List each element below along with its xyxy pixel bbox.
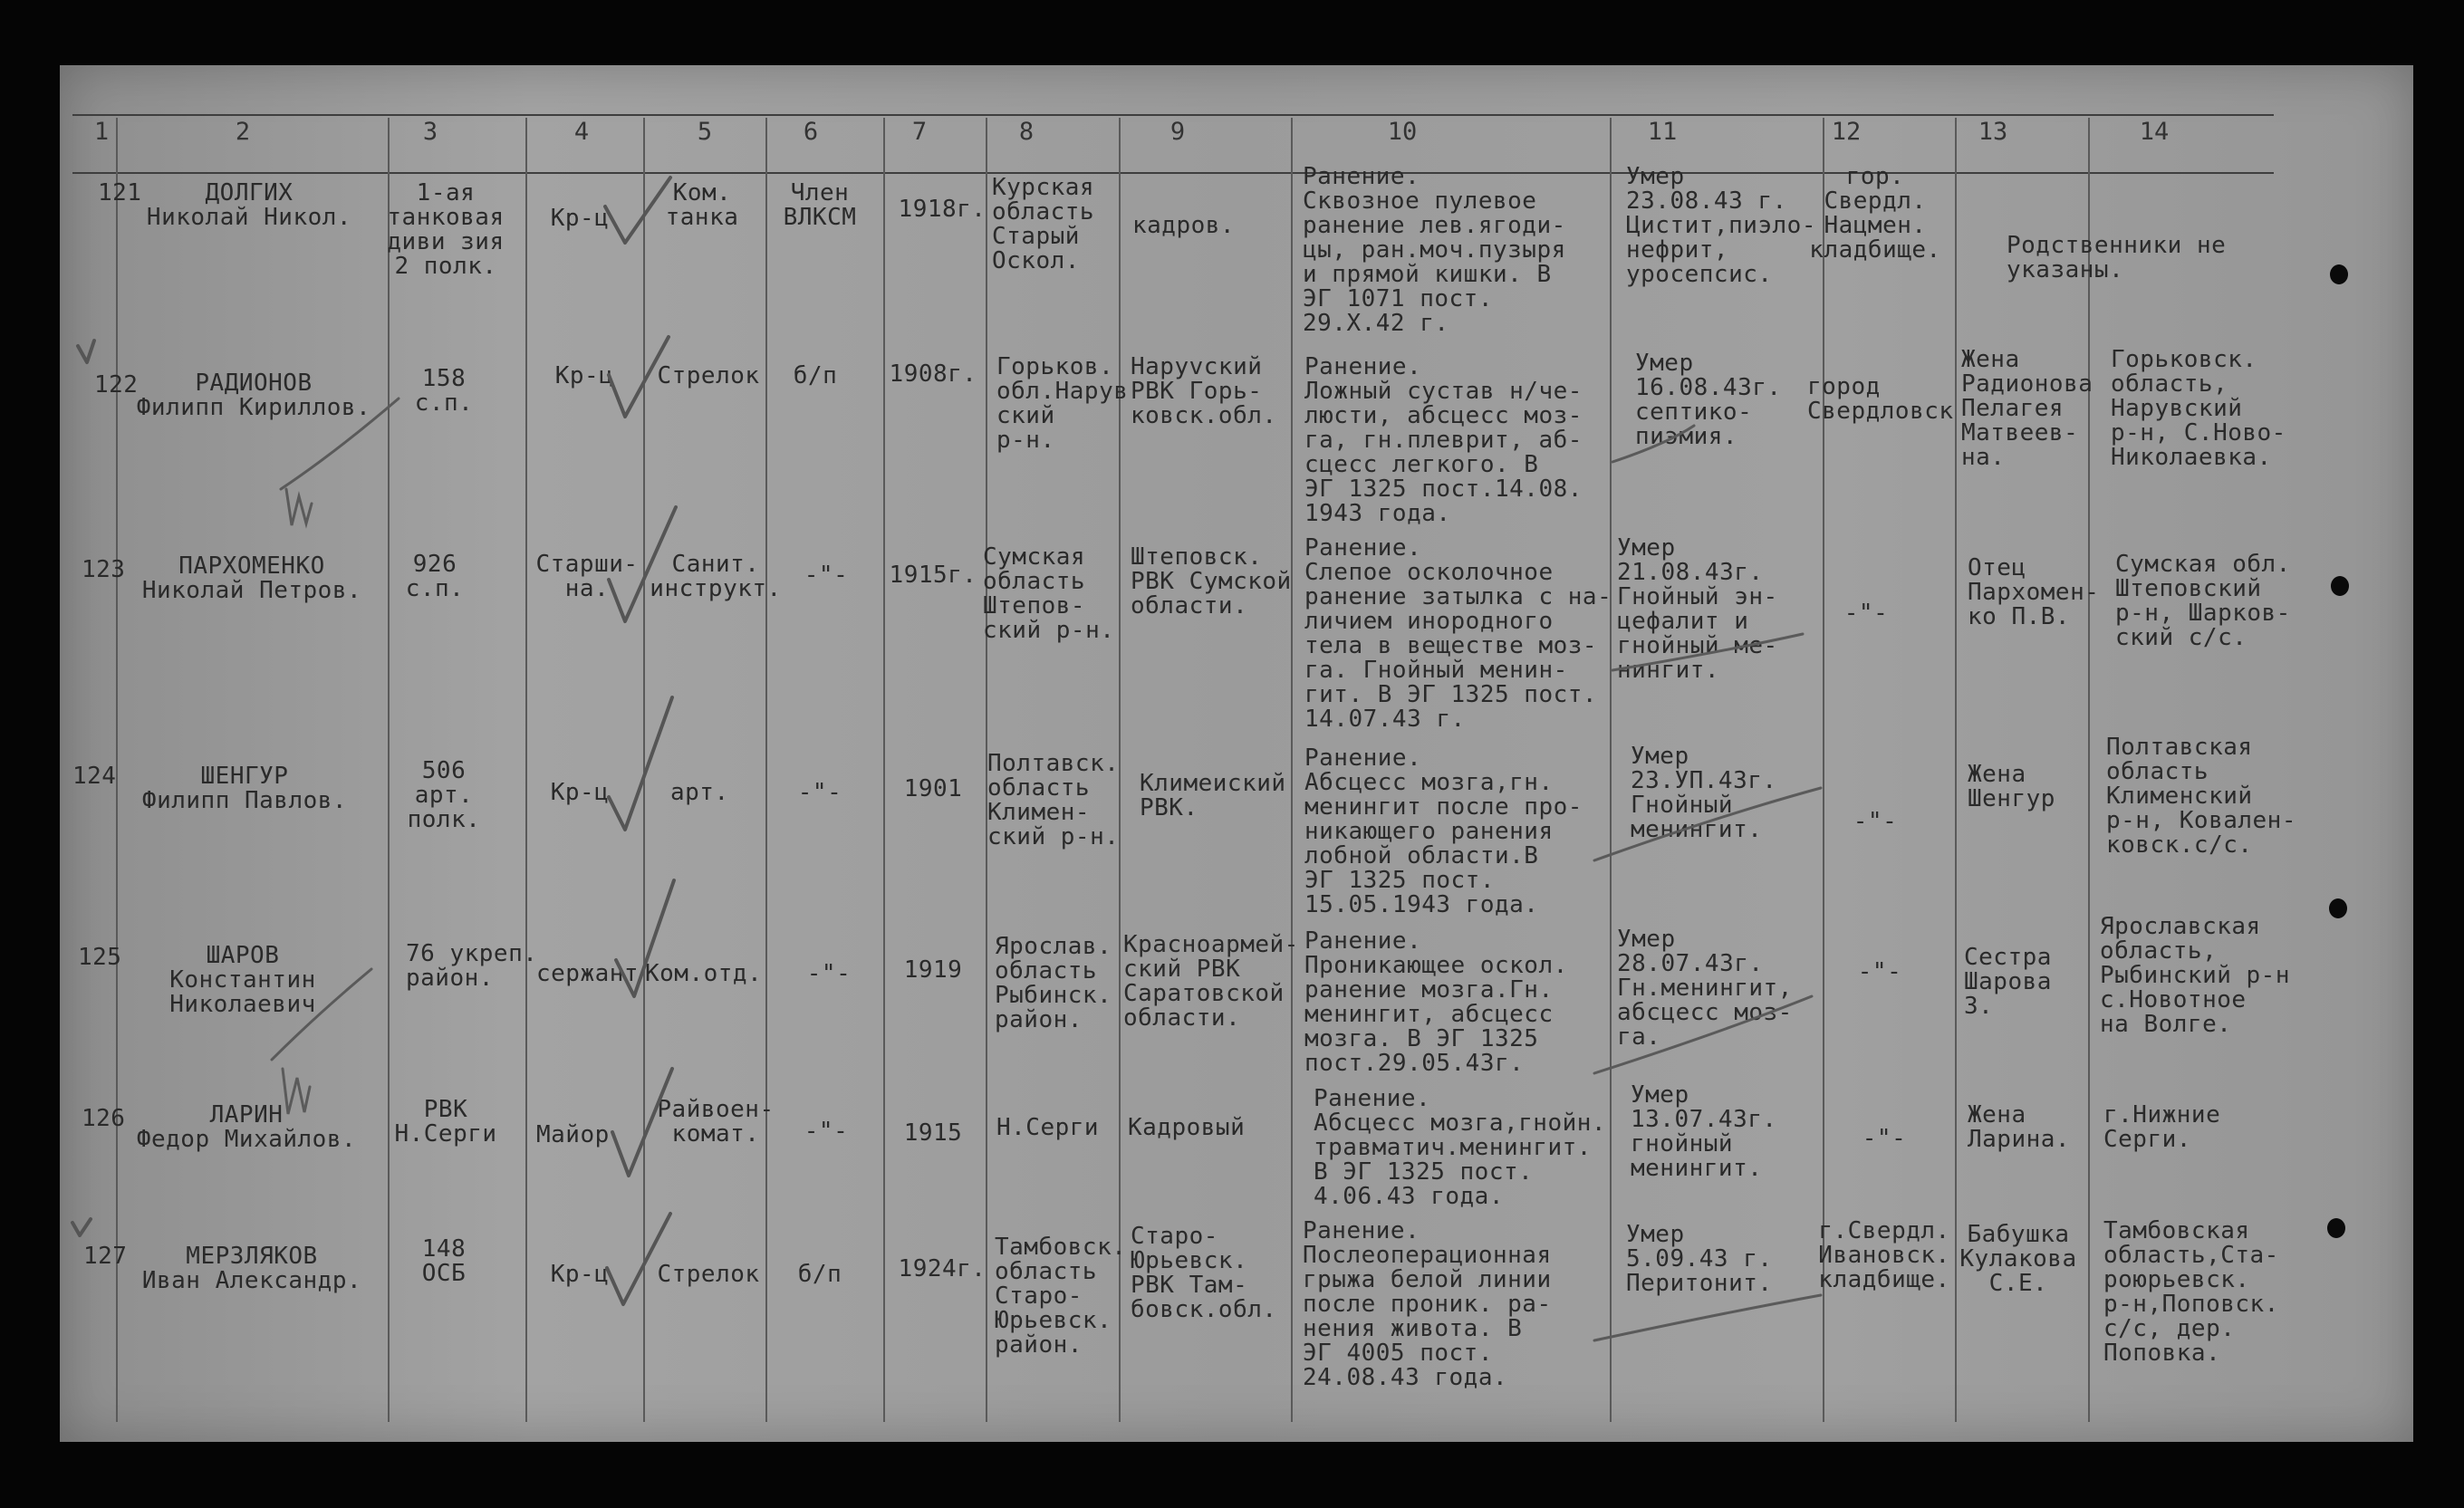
address-cell: Ярославская область, Рыбинский р-н с.Новотное на Волге.	[2100, 913, 2290, 1038]
header-col-8: 8	[1018, 118, 1035, 146]
pencil-stroke	[1594, 1295, 1821, 1340]
death-cell: Умер 13.07.43г. гнойный менингит.	[1631, 1081, 1777, 1182]
pencil-stroke	[281, 399, 399, 489]
name-cell: ПАРХОМЕНКО Николай Петров.	[141, 552, 362, 604]
check-mark	[609, 337, 669, 417]
row-number: 127	[83, 1243, 128, 1270]
address-cell: Горьковск. область, Нарувский р-н, С.Ново- Николаевка.	[2111, 346, 2286, 471]
birthplace-cell: Курская область Старый Оскол.	[992, 174, 1095, 274]
draft-office-cell: Кадровый	[1128, 1114, 1246, 1141]
rank-cell: Кр-ц	[554, 362, 614, 389]
draft-office-cell: Наруvский РВК Горь- ковск.обл.	[1131, 353, 1277, 429]
address-cell: Тамбовская область,Ста- роюрьевск. р-н,Поповск. с/с, дер. Поповка.	[2103, 1217, 2279, 1367]
name-cell: ЛАРИН Федор Михайлов.	[136, 1101, 357, 1153]
check-mark	[616, 880, 674, 996]
signature-scribble	[283, 1069, 310, 1114]
party-cell: б/п	[793, 362, 838, 389]
birthplace-cell: Н.Серги	[996, 1114, 1100, 1141]
name-cell: ДОЛГИХ Николай Никол.	[146, 179, 352, 231]
draft-office-cell: Старо- Юрьевск. РВК Там- бовск.обл.	[1131, 1223, 1277, 1323]
burial-cell: -"-	[1862, 1125, 1907, 1152]
relatives-cell: Отец Пархомен- ко П.В.	[1968, 554, 2100, 630]
pencil-stroke	[1612, 426, 1694, 462]
birth-year-cell: 1924г.	[898, 1255, 987, 1282]
check-mark	[609, 697, 672, 830]
header-col-6: 6	[803, 118, 819, 146]
name-cell: РАДИОНОВ Филипп Кириллов.	[136, 370, 371, 421]
birthplace-cell: Ярослав. область Рыбинск. район.	[995, 933, 1112, 1033]
header-col-9: 9	[1169, 118, 1186, 146]
header-col-5: 5	[697, 118, 713, 146]
unit-cell: 158 с.п.	[414, 365, 474, 417]
name-cell: ШАРОВ Константин Николаевич	[169, 942, 316, 1018]
unit-cell: РВК Н.Серги	[394, 1096, 497, 1148]
birthplace-cell: Тамбовск. область Старо- Юрьевск. район.	[995, 1234, 1127, 1359]
row-number: 125	[78, 944, 122, 971]
death-cell: Умер 5.09.43 г. Перитонит.	[1626, 1221, 1773, 1297]
header-col-2: 2	[235, 118, 251, 146]
unit-cell: 1-ая танковая диви зия 2 полк.	[387, 179, 505, 280]
pencil-stroke	[272, 969, 371, 1060]
birthplace-cell: Сумская область Штепов- ский р-н.	[983, 543, 1115, 644]
death-cell: Умер 23.УП.43г. Гнойный менингит.	[1631, 743, 1777, 843]
position-cell: Ком. танка	[665, 179, 739, 231]
pencil-stroke	[1594, 788, 1821, 860]
check-mark	[605, 178, 670, 243]
birth-year-cell: 1908г.	[889, 360, 977, 388]
row-number: 122	[94, 371, 139, 399]
burial-cell: гор. Свердл. Нацмен. кладбище.	[1809, 163, 1941, 264]
rank-cell: сержант	[536, 960, 640, 987]
rank-cell: Майор	[536, 1121, 610, 1148]
header-col-11: 11	[1647, 118, 1678, 146]
name-cell: ШЕНГУР Филипп Павлов.	[141, 763, 348, 814]
burial-cell: -"-	[1843, 600, 1889, 627]
header-col-7: 7	[911, 118, 928, 146]
position-cell: арт.	[670, 779, 729, 806]
burial-cell: -"-	[1853, 808, 1898, 835]
check-mark	[612, 1069, 672, 1176]
address-cell: г.Нижние Серги.	[2103, 1101, 2221, 1153]
pencil-stroke	[1594, 996, 1812, 1073]
death-cell: Умер 16.08.43г. септико- пиэмия.	[1635, 350, 1782, 450]
party-cell: -"-	[804, 562, 849, 589]
birth-year-cell: 1901	[903, 775, 963, 802]
diagnosis-cell: Ранение. Абсцесс мозга,гн. менингит после про- никающего ранения лобной области.В ЭГ 1325 пост. 15.05.1943 года.	[1304, 744, 1583, 918]
death-cell: Умер 23.08.43 г. Цистит,пиэло- нефрит, уросепсис.	[1626, 163, 1816, 288]
relatives-cell: Жена Шенгур	[1968, 761, 2055, 812]
party-cell: -"-	[797, 779, 842, 806]
check-mark	[607, 1214, 670, 1304]
row-number: 121	[98, 179, 142, 207]
death-cell: Умер 21.08.43г. Гнойный эн- цефалит и гнойный ме- нингит.	[1617, 534, 1778, 684]
relatives-cell: Бабушка Кулакова С.Е.	[1959, 1221, 2077, 1297]
address-cell: Сумская обл. Штеповский р-н, Шарков- ский с/с.	[2115, 551, 2291, 651]
rank-cell: Кр-ц	[550, 1261, 610, 1288]
death-cell: Умер 28.07.43г. Гн.менингит, абсцесс моз- га.	[1617, 926, 1793, 1051]
header-col-3: 3	[422, 118, 438, 146]
address-cell: Полтавская область Клименский р-н, Ковален- ковск.с/с.	[2106, 734, 2296, 859]
row-number: 123	[82, 556, 126, 583]
diagnosis-cell: Ранение. Ложный сустав н/че- люсти, абсцесс моз- га, гн.плеврит, аб- сцесс легкого. В ЭГ 1325 пост.14.08. 1943 года.	[1304, 353, 1583, 527]
draft-office-cell: Красноармей- ский РВК Саратовской области.	[1123, 931, 1299, 1032]
burial-cell: г.Свердл. Ивановск. кладбище.	[1818, 1217, 1950, 1293]
burial-cell: город Свердловск	[1807, 373, 1954, 425]
birth-year-cell: 1915г.	[889, 562, 977, 589]
unit-cell: 148 ОСБ	[421, 1235, 467, 1287]
position-cell: Ком.отд.	[645, 960, 763, 987]
diagnosis-cell: Ранение. Абсцесс мозга,гнойн. травматич.менингит. В ЭГ 1325 пост. 4.06.43 года.	[1314, 1085, 1607, 1210]
position-cell: Санит. инструкт.	[650, 551, 782, 602]
birthplace-cell: Полтавск. область Климен- ский р-н.	[987, 750, 1120, 850]
party-cell: Член ВЛКСМ	[783, 179, 857, 231]
unit-cell: 506 арт. полк.	[407, 757, 481, 833]
relatives-cell: Жена Радионова Пелагея Матвеев- на.	[1961, 346, 2093, 471]
position-cell: Стрелок	[657, 1261, 760, 1288]
party-cell: -"-	[806, 960, 852, 987]
rank-cell: Кр-ц	[550, 779, 610, 806]
birth-year-cell: 1919	[903, 956, 963, 984]
relatives-cell: Жена Ларина.	[1968, 1101, 2071, 1153]
header-col-10: 10	[1387, 118, 1418, 146]
birth-year-cell: 1918г.	[898, 196, 987, 223]
draft-office-cell: Климеиский РВК.	[1140, 770, 1286, 821]
signature-scribble	[286, 489, 312, 525]
party-cell: б/п	[797, 1261, 842, 1288]
relatives-cell: Родственники не указаны.	[2007, 232, 2227, 283]
rank-cell: Старши- на.	[535, 551, 639, 602]
diagnosis-cell: Ранение. Сквозное пулевое ранение лев.ягоди- цы, ран.моч.пузыря и прямой кишки. В ЭГ 1071 пост. 29.X.42 г.	[1303, 163, 1566, 337]
birth-year-cell: 1915	[903, 1119, 963, 1147]
header-col-12: 12	[1831, 118, 1862, 146]
header-col-14: 14	[2139, 118, 2170, 146]
burial-cell: -"-	[1857, 958, 1902, 985]
party-cell: -"-	[804, 1118, 849, 1145]
position-cell: Райвоен- комат.	[657, 1096, 775, 1148]
diagnosis-cell: Ранение. Послеоперационная грыжа белой линии после проник. ра- нения живота. В ЭГ 4005 пост. 24.08.43 года.	[1303, 1217, 1552, 1391]
rank-cell: Кр-ц	[550, 205, 610, 232]
birthplace-cell: Горьков. обл.Нарув ский р-н.	[996, 353, 1129, 454]
diagnosis-cell: Ранение. Слепое осколочное ранение затылка с на- личием инородного тела в веществе моз- га. Гнойный менин- гит. В ЭГ 1325 пост. 14.07.43 г.	[1304, 534, 1612, 733]
name-cell: МЕРЗЛЯКОВ Иван Александр.	[141, 1243, 362, 1294]
margin-tick-mark	[72, 1219, 91, 1235]
row-number: 124	[72, 763, 117, 790]
row-number: 126	[82, 1105, 126, 1132]
margin-tick-mark	[78, 341, 94, 362]
header-col-4: 4	[573, 118, 590, 146]
relatives-cell: Сестра Шарова З.	[1964, 944, 2052, 1020]
header-col-1: 1	[93, 118, 110, 146]
position-cell: Стрелок	[657, 362, 760, 389]
pencil-stroke	[1612, 634, 1803, 670]
diagnosis-cell: Ранение. Проникающее оскол. ранение мозга.Гн. менингит, абсцесс мозга. В ЭГ 1325 пост.29.05.43г.	[1304, 927, 1568, 1077]
unit-cell: 76 укреп. район.	[406, 940, 538, 992]
draft-office-cell: кадров.	[1132, 212, 1236, 239]
draft-office-cell: Штеповск. РВК Сумской области.	[1131, 543, 1292, 620]
header-col-13: 13	[1978, 118, 2008, 146]
check-mark	[609, 507, 676, 621]
unit-cell: 926 с.п.	[405, 551, 465, 602]
